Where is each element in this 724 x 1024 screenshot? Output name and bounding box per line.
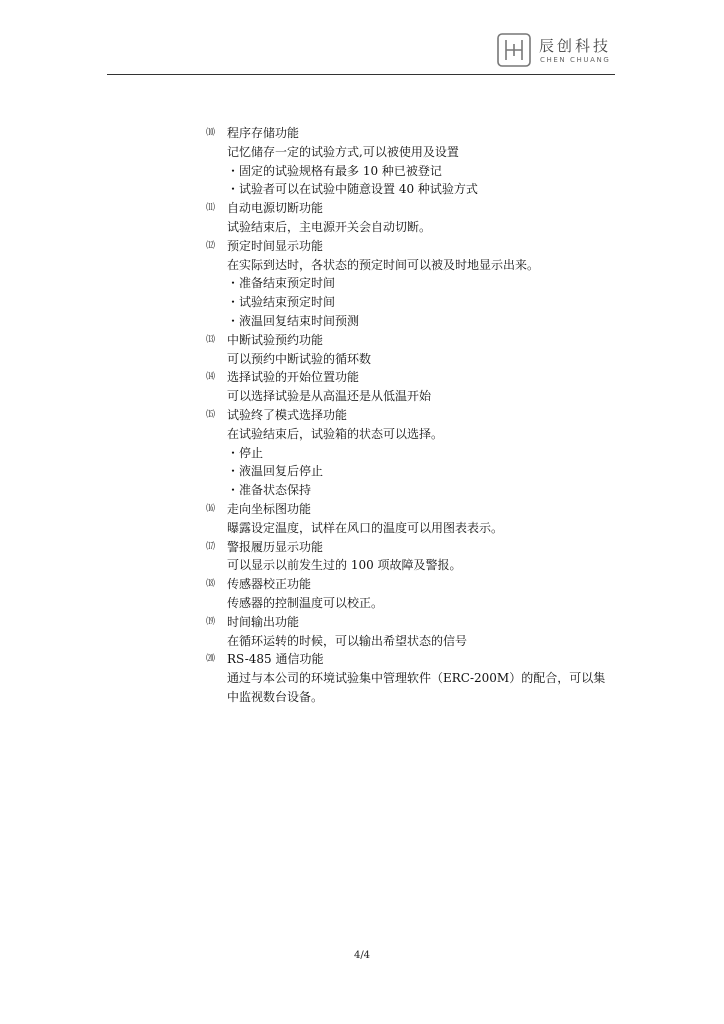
feature-item — [206, 650, 626, 706]
feature-number: ⒁ — [206, 372, 215, 383]
feature-item — [206, 575, 626, 613]
feature-item — [206, 538, 626, 576]
feature-description: 可以选择试验是从高温还是从低温开始 — [227, 389, 432, 404]
feature-title: 中断试验预约功能 — [227, 332, 324, 347]
page-header — [0, 0, 724, 80]
feature-item — [206, 124, 626, 199]
feature-bullet: ・固定的试验规格有最多 10 种已被登记 — [227, 163, 442, 178]
feature-title: 程序存储功能 — [227, 126, 300, 140]
feature-number: ⒆ — [206, 616, 215, 627]
feature-item — [206, 368, 626, 406]
feature-list — [206, 124, 626, 707]
feature-item — [206, 199, 626, 237]
feature-item — [206, 613, 626, 651]
feature-item — [206, 406, 626, 500]
feature-description: 曝露设定温度，试样在风口的温度可以用图表表示。 — [227, 520, 504, 535]
feature-description: 可以显示以前发生过的 100 项故障及警报。 — [227, 558, 462, 573]
feature-number: ⒅ — [206, 579, 215, 590]
feature-bullet: ・液温回复后停止 — [227, 464, 324, 479]
feature-item — [206, 237, 626, 331]
feature-number: ⑽ — [206, 128, 215, 138]
feature-number: ⑾ — [206, 203, 215, 214]
feature-description: 通过与本公司的环境试验集中管理软件（ERC-200M）的配合，可以集中监视数台设备。 — [227, 671, 606, 704]
feature-description: 试验结束后，主电源开关会自动切断。 — [227, 219, 432, 234]
feature-bullet: ・准备状态保持 — [227, 483, 312, 498]
feature-number: ⒄ — [206, 541, 215, 552]
feature-title: 自动电源切断功能 — [227, 201, 324, 216]
logo-name-cn: 辰创科技 — [539, 37, 612, 55]
feature-title: 选择试验的开始位置功能 — [227, 370, 360, 385]
feature-number: ⒇ — [206, 654, 215, 665]
logo-mark-icon — [497, 33, 531, 67]
feature-bullet: ・试验结束预定时间 — [227, 295, 336, 310]
feature-bullet: ・准备结束预定时间 — [227, 276, 336, 291]
feature-description: 在实际到达时，各状态的预定时间可以被及时地显示出来。 — [227, 257, 540, 272]
feature-bullet: ・液温回复结束时间预测 — [227, 313, 360, 328]
feature-description: 在循环运转的时候，可以输出希望状态的信号 — [227, 633, 468, 648]
feature-description: 在试验结束后，试验箱的状态可以选择。 — [227, 426, 444, 441]
feature-item — [206, 500, 626, 538]
company-logo — [497, 33, 617, 71]
feature-description: 记忆储存一定的试验方式,可以被使用及设置 — [227, 144, 459, 159]
feature-title: 试验终了模式选择功能 — [227, 407, 348, 422]
feature-number: ⒂ — [206, 409, 215, 420]
feature-title: 传感器校正功能 — [227, 577, 312, 592]
feature-title: 预定时间显示功能 — [227, 238, 324, 253]
feature-title: 警报履历显示功能 — [227, 539, 324, 554]
feature-number: ⒀ — [206, 334, 215, 345]
feature-description: 传感器的控制温度可以校正。 — [227, 595, 384, 610]
feature-number: ⒃ — [206, 503, 215, 514]
logo-name-en: CHEN CHUANG — [540, 56, 611, 64]
feature-description: 可以预约中断试验的循环数 — [227, 351, 372, 366]
feature-bullet: ・试验者可以在试验中随意设置 40 种试验方式 — [227, 182, 478, 197]
feature-item — [206, 331, 626, 369]
header-divider — [107, 74, 615, 75]
page-number: 4/4 — [353, 950, 371, 961]
feature-title: 时间输出功能 — [227, 614, 300, 629]
feature-number: ⑿ — [206, 240, 215, 251]
feature-title: RS-485 通信功能 — [227, 652, 324, 667]
feature-bullet: ・停止 — [227, 445, 264, 460]
feature-title: 走向坐标图功能 — [227, 501, 312, 516]
